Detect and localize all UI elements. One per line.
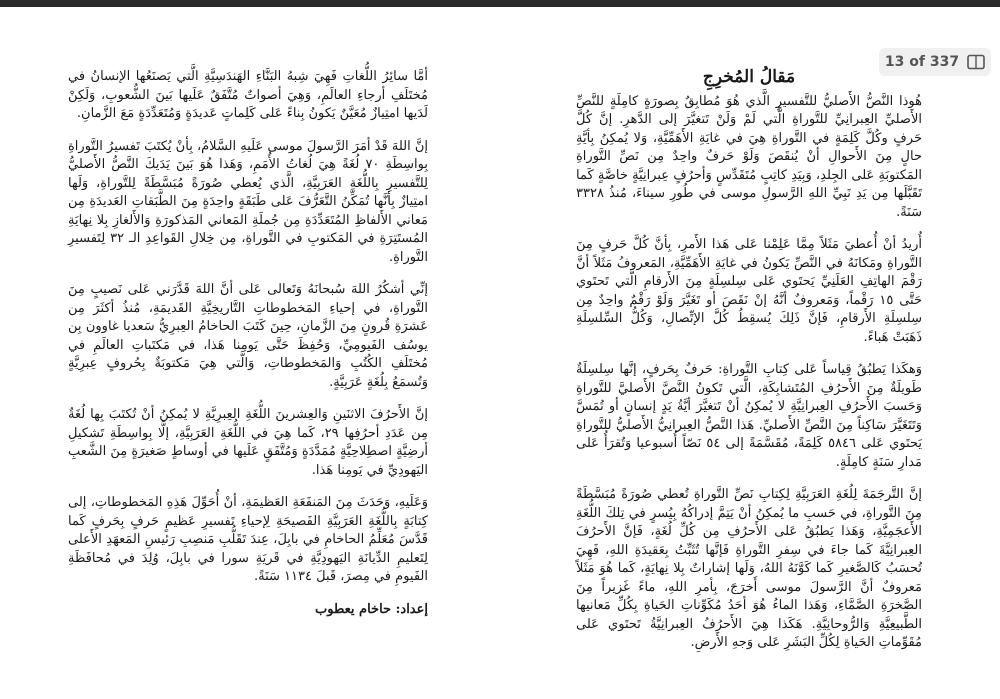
- left-page: [68, 68, 428, 619]
- right-page: [576, 68, 922, 667]
- right-paragraph-2: أُريدُ أنْ أُعطيَ مَثَلاً مِمَّا عَلِمْنا عَلى هَذا الأَمرِ، بِأنَّ كُلَّ حَرفٍ مِنَ التَّوراةِ ومَكانَهُ في النَّصِّ يَكونُ في غايَةِ الأَهَمِّيَّةِ، المَعروفُ مَثَلاً أنَّ رَقْمَ الهاتِفِ العَلَنِيِّ يَحتَوي عَلى سِلسِلَةٍ مِنَ الأَرقامِ الَّتي تَحتَوي حَتَّى ١٥ رَقْماً، وَمَعروفٌ أنَّهُ إنْ نَقَصَ أو تَغَيَّرَ وَلَوْ رَقْمٌ واحِدٌ مِن سِلسِلَةِ الأَرقامِ، فَإنَّ ذَلِكَ يُسقِطُ كُلَّ الإتِّصالِ، وَكُلُّ السِّلسِلَةِ ذَهَبَتْ هَباءً.: [576, 237, 922, 345]
- author-credit: إعداد: حاخام يعطوب: [315, 601, 428, 617]
- top-bar: [0, 0, 1000, 7]
- left-paragraph-1: أمَّا سائِرُ اللُّغاتِ فَهِيَ شِبهُ البَنَّاءِ الهَندَسِيَّةِ الَّتي يَصنَعُها الإنسانُ في مُختَلَفِ أرجاءِ العالَمِ، وَهِيَ أصواتٌ مُتَّفَقٌ عَلَيها بَينَ الشُّعوبِ، وَلَكِنْ لَدَيها امتِيازٌ مُعَيَّنٌ يَكونُ بِناءً عَلى كَلِماتٍ عَديدَةٍ وَمُتَعَدِّدَةٍ مَعَ الزَّمانِ.: [68, 69, 428, 121]
- right-paragraph-1: هُوذا النَّصُّ الأَصليُّ للتَّفسيرِ الَّذي هُوَ مُطابِقٌ بِصورَةٍ كامِلَةٍ للنَّصِّ الأَصليِّ العِبرانِيِّ للتَّوراةِ الَّتي لَمْ وَلَنْ تَتغيَّرَ إلى الدَّهرِ. إنَّ كُلَّ حَرفٍ وكُلَّ كَلِمَةٍ في التَّوراةِ هِيَ في غايَةِ الأَهَمِّيَّةِ، وَلا يُمكِنُ بِأيَّةِ حالٍ مِنَ الأَحوالِ أنْ يُنقَصَ وَلَوْ حَرفٌ واحِدٌ مِن نَصِّ التَّوراةِ المَكتوبَةِ عَلى الجِلدِ، وَبِيَدِ كاتِبٍ مُتَقَدِّسٍ وَأحرُفٍ عِبرانِيَّةٍ خاصَّةٍ كَما تَقَبَّلَها مِن يَدِ نَبِيِّ اللهِ الرَّسولِ موسى في طُورِ سيناءَ، مُنذُ ٣٣٢٨ سَنَةً.: [576, 93, 922, 220]
- right-paragraph-4: إنَّ التَّرجَمَةَ لِلُغَةِ العَرَبِيَّةِ لِكِتابِ نَصِّ التَّوراةِ تُعطي صُورَةً مُبَسَّطَةً مِنَ التَّوراةِ، في حَسبِ ما يُمكِنُ أنْ يَتِمَّ إدراكُهُ بِيُسرٍ في تِلكَ اللُّغَةِ الأَعجَمِيَّةِ، وَهَذا يَطبُقُ عَلى الأَحرُفِ مِن كُلِّ لُغَةٍ، فَإنَّ الأَحرُفَ العِبرانِيَّةَ كَما جاءَ في سِفرِ التَّوراةِ فَإنَّها تُثَبِّتُ بِعَقيدَةِ اللهِ، فَهِيَ تُحسَبُ كَالصَّغيرِ كَما كَوَّنَهُ اللهُ، وَلَها إشاراتٌ بِلا نِهايَةٍ، كَما هُوَ مَثَلاً مَعروفٌ أنَّ الرَّسولَ موسى أَخرَجَ، بِأمرِ اللهِ، ماءً غَزيراً مِنَ الصَّخرَةِ الصَّمَّاءِ، وَهَذا الماءُ هُوَ أحَدُ مُكَوِّناتِ الحَياةِ بِكُلِّ مَعانيها الطَّبيعِيَّةِ وَالرُّوحانِيَّةِ. هَكَذا هِيَ الأَحرُفُ العِبرانِيَّةُ تَحتَوي عَلى مُقَوِّماتِ الحَياةِ لِكُلِّ البَشَرِ عَلى وَجهِ الأَرضِ.: [576, 487, 922, 650]
- left-paragraph-5: وَعَلَيهِ، وَحَدَثَ مِنَ المَنفَعَةِ العَظيمَةِ، أنْ أُحَوِّلَ هَذِهِ المَخطوطاتِ، إلى كِتابَةٍ بِاللُّغَةِ العَرَبِيَّةِ الفَصيحَةِ لِإحياءِ تَفسيرِ عَظيمٍ حَرفٍ بِحَرفٍ كَما قَدَّسَ مُعَلِّمُ الحاخامِ في بابِلَ، عِندَ تَقَلُّبِ مَنصِبِ رَئيسِ المَعهَدِ الأَعلى لِتَعليمِ الدِّيانَةِ اليَهودِيَّةِ في قَريَةِ سورا في بابِلَ، وُلِدَ في مُحافَظَةِ الفَيومِ في مِصرَ، قَبلَ ١١٣٤ سَنَةً.: [68, 495, 428, 584]
- page-counter-label: 13 of 337: [884, 54, 960, 70]
- left-paragraph-2: إنَّ اللهَ قَدْ أمَرَ الرَّسولَ موسى عَلَيهِ السَّلامُ، بِأنْ يُكتَبَ تَفسيرُ التَّوراةِ بِواسِطَةِ ٧٠ لُغَةً هِيَ لُغاتُ الأُمَمِ، وَهَذا هُوَ بَينَ يَدَيكَ النَّصُّ الأَصليُّ لِلتَّفسيرِ بِاللُّغَةِ العَرَبِيَّةِ، الَّذي يُعطي صُورَةً مُبَسَّطَةً لِلتَّوراةِ، وَلَها امتِيازٌ بِأنَّها تُمَكِّنُ التَّعَرُّفَ عَلى طَبَقَةٍ واحِدَةٍ مِنَ الطَّبَقاتِ العَديدَةِ مِن مَعاني الأَلفاظِ المُتَعَدِّدَةِ مِن جُملَةِ المَعاني المَذكورَةِ وَالأَلغازِ بِلا نِهايَةِ المُستَتِرَةِ في المَكتوبِ في التَّوراةِ، مِن خِلالِ القَواعِدِ الـ ٣٢ لِتَفسيرِ التَّوراةِ.: [68, 138, 428, 265]
- left-paragraph-3: إنِّي أشكُرُ اللهَ سُبحانَهُ وَتَعالى عَلى أنَّ اللهَ قَدَّرَني عَلى نَصيبٍ مِنَ التَّوراةِ، في إحياءِ المَخطوطاتِ التَّاريخِيَّةِ القَديمَةِ، مُنذُ أكثَرَ مِن عَشرَةِ قُرونٍ مِنَ الزَّمانِ، حِينَ كَتَبَ الحاخامُ العِبرِيُّ سَعديا غاوون بِن يوسُف الفَيومِيِّ، وَحُفِظَ حَتَّى يَومِنا هَذا، في مَكتَباتِ العالَمِ في مُختَلَفِ الكُتُبِ وَالمَخطوطاتِ، وَالَّتي هِيَ مَكتوبَةٌ بِحُروفٍ عِبرِيَّةٍ وَتُسمَعُ بِلُغَةٍ عَرَبِيَّةٍ.: [68, 282, 428, 390]
- book-icon: [967, 54, 985, 70]
- right-paragraph-3: وَهكَذا يَطبُقُ قِياساً عَلى كِتابِ التَّوراةِ: حَرفٌ بِحَرفٍ، إنَّها سِلسِلَةٌ طَويلَةٌ مِنَ الأَحرُفِ المُتَشابِكَةِ، الَّتي تَكونُ النَّصَّ الأَصليَّ للتَّوراةِ وَحَسبَ الأَحرُفِ العِبرانِيَّةِ لا يُمكِنُ أنْ تَتغيَّرَ أيَّةُ يَدٍ إنسانٍ أو تُمَسَّ وَتَتَغَيَّرَ سَاكِناً مِنَ النَّصِّ الأَصليِّ. هَذا النَّصُّ العِبرانِيُّ الأَصليُّ للتَّوراةِ يَحتَوي عَلى ٥٨٤٦ كَلِمَةً، مُقَسَّمَةً إلى ٥٤ نَصّاً أُسبوعيا وَتُقرَأُ عَلى مَدارِ سَنَةٍ كامِلَةٍ.: [576, 362, 923, 470]
- page-title: مَقالُ المُخرِجِ: [702, 67, 796, 87]
- left-paragraph-4: إنَّ الأَحرُفَ الاثنَينِ وَالعِشرينَ اللُّغَةِ العِبرِيَّةِ لا يُمكِنُ أنْ تُكتَبَ بِها لُغَةٌ مِن عَدَدِ أحرُفِها ٢٩، كَما هِيَ في اللُّغَةِ العَرَبِيَّةِ، إلَّا بِواسِطَةِ تَشكيلِ أرضِيَّةٍ اصطِلاحِيَّةٍ مُمَدَّدَةٍ وَمُتَّفَقٍ عَلَيها في أوساطٍ صَغيرَةٍ مِنَ الشَّعبِ اليَهودِيِّ في يَومِنا هَذا.: [68, 407, 428, 478]
